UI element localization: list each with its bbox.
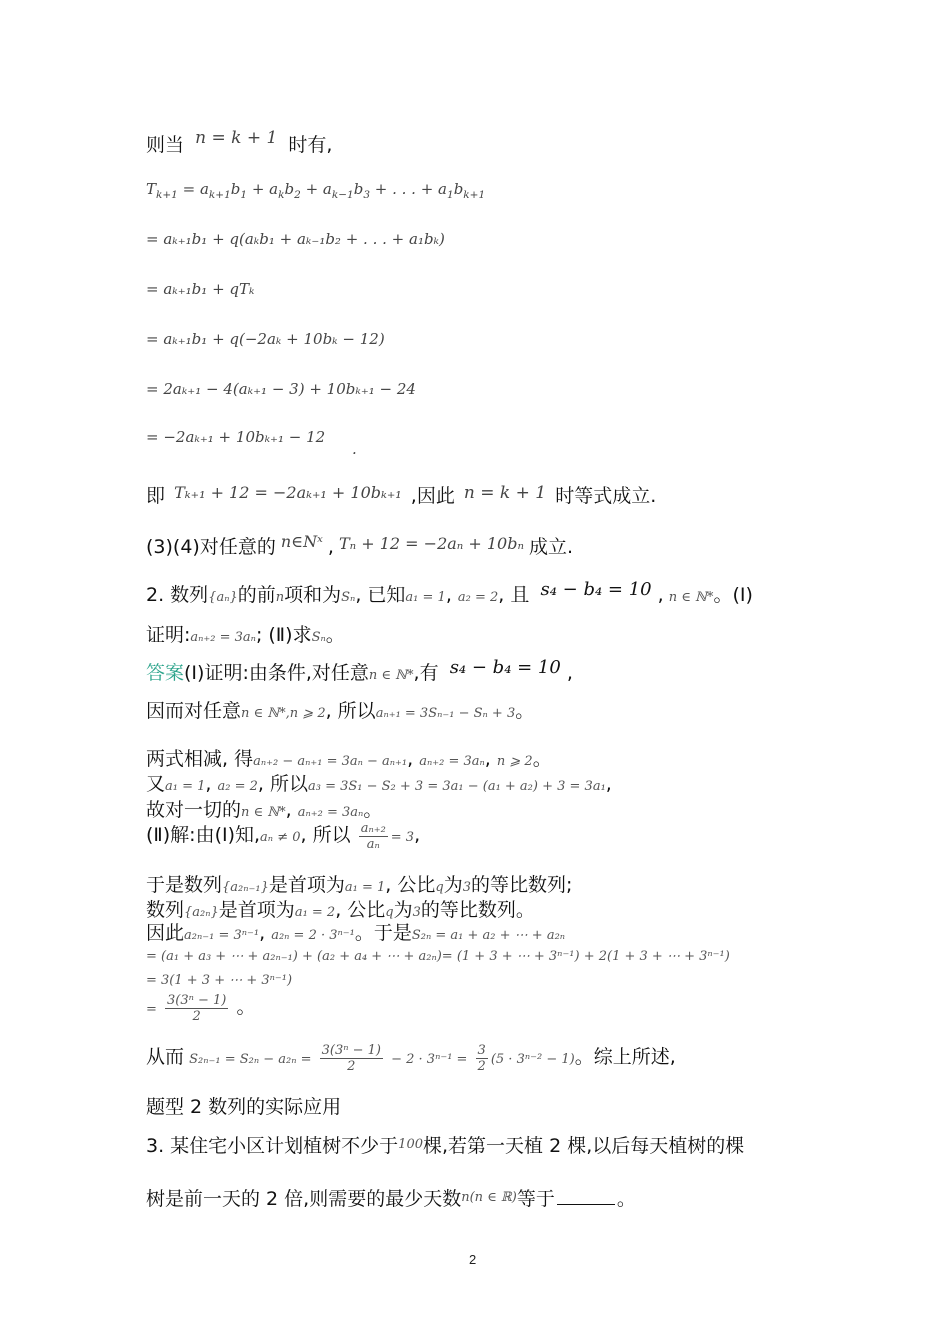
line8-num: aₙ₊₂ [360, 821, 386, 836]
line5-text: 两式相减, 得 [146, 748, 254, 770]
line10-text-c: , 公比 [335, 899, 386, 921]
q2-part1-label: 。(Ⅰ) [713, 584, 753, 606]
line6-eq2: a₂ = 2 [217, 779, 258, 794]
line11-text: 因此 [146, 922, 185, 944]
q3-line-2 [146, 1186, 636, 1209]
q2-line-7: 故对一切的n ∈ ℕ*, aₙ₊₂ = 3aₙ。 [146, 799, 383, 821]
line5-end: 。 [532, 748, 552, 770]
line11-eq1: a₂ₙ₋₁ = 3ⁿ⁻¹ [184, 928, 260, 943]
line15-text: 从而 [146, 1046, 185, 1068]
line15-den: 2 [347, 1059, 356, 1074]
q2-line-4 [146, 702, 534, 721]
q2-text-e: , 且 [498, 584, 530, 606]
answer-text-b: ,有 [413, 662, 439, 684]
page-number: 2 [469, 1252, 477, 1267]
line6-eq3: a₃ = 3S₁ − S₂ + 3 = 3a₁ − (a₁ + a₂) + 3 = 3a₁ [307, 779, 606, 794]
q2-line-13: = 3(1 + 3 + ⋯ + 3ⁿ⁻¹) [146, 973, 293, 988]
proof-step-4: = 2aₖ₊₁ − 4(aₖ₊₁ − 3) + 10bₖ₊₁ − 24 [146, 380, 416, 398]
line8-text-b: , 所以 [300, 824, 351, 846]
line10-text-b: 是首项为 [218, 899, 295, 921]
line4-end: 。 [515, 700, 535, 722]
line14-den: 2 [192, 1009, 201, 1024]
line6-eq1: a₁ = 1 [165, 779, 206, 794]
line15-num2: 3 [477, 1043, 486, 1058]
line6-text: 又 [146, 773, 166, 795]
line9-q: q [435, 880, 444, 895]
line5-eq: aₙ₊₂ − aₙ₊₁ = 3aₙ − aₙ₊₁ [253, 754, 408, 769]
proof-ji-line [146, 483, 657, 507]
q2-line-15 [146, 1044, 676, 1073]
has-text: 时有, [288, 134, 333, 156]
q2-S: Sₙ [341, 590, 356, 605]
line9-text-d: 为 [443, 874, 463, 896]
line10-end: 的等比数列。 [420, 899, 535, 921]
line10-eq: a₁ = 2 [294, 905, 336, 920]
answer-blank[interactable] [557, 1186, 615, 1205]
answer-text: (Ⅰ)证明:由条件,对任意 [184, 662, 369, 684]
q2-text-a: 2. 数列 [146, 584, 209, 606]
line8-fraction [359, 822, 388, 851]
n-equals-k-plus-1: n = k + 1 [195, 128, 278, 148]
proof-step-2: = aₖ₊₁b₁ + qTₖ [146, 280, 255, 298]
q2-end: 。 [325, 624, 345, 646]
q2-line-6: 又a₁ = 1, a₂ = 2, 所以a₃ = 3S₁ − S₂ + 3 = 3a₁ − (a₁ + a₂) + 3 = 3a₁, [146, 773, 612, 795]
q2-a2: a₂ = 2 [457, 590, 499, 605]
q2-line-11: 因此a₂ₙ₋₁ = 3ⁿ⁻¹, a₂ₙ = 2 · 3ⁿ⁻¹。于是S₂ₙ = a₁ + a₂ + ⋯ + a₂ₙ [146, 922, 566, 944]
q2-seq: {aₙ} [208, 590, 238, 605]
q3-line-1 [146, 1137, 744, 1156]
when-text: 则当 [146, 134, 185, 156]
q2-condition: s₄ − b₄ = 10 [540, 579, 652, 600]
answer-nset: n ∈ ℕ* [368, 668, 414, 683]
answer-label: 答案 [146, 662, 185, 684]
line9-eq: a₁ = 1 [344, 880, 386, 895]
line4-text-a: 因而对任意 [146, 700, 242, 722]
line15-lhs: S₂ₙ₋₁ = S₂ₙ − a₂ₙ = [189, 1052, 312, 1067]
line15-fraction [320, 1044, 383, 1073]
line9-text-c: , 公比 [385, 874, 436, 896]
line15-end: 。综上所述, [574, 1046, 676, 1068]
q2-line-9 [146, 876, 572, 895]
q3-end: 。 [616, 1188, 636, 1210]
q2-line-12: = (a₁ + a₃ + ⋯ + a₂ₙ₋₁) + (a₂ + a₄ + ⋯ + a₂ₙ)= (1 + 3 + ⋯ + 3ⁿ⁻¹) + 2(1 + 3 + ⋯ + 3ⁿ⁻¹) [146, 949, 730, 964]
q3-text-d: 等于 [516, 1188, 555, 1210]
q3-n: n(n ∈ ℝ) [461, 1190, 517, 1205]
ji-text: 即 [146, 485, 166, 507]
proof-period: . [352, 440, 357, 458]
line10-text: 数列 [146, 899, 185, 921]
conclusion-prefix: (3)(4)对任意的 [146, 536, 276, 558]
line8-den: aₙ [366, 837, 380, 852]
q2-line-1: 2. 数列{aₙ}的前n项和为Sₙ, 已知a₁ = 1, a₂ = 2, 且 s₄ − b₄ = 10 , n ∈ ℕ*。(Ⅰ) [146, 579, 753, 606]
line6-text-b: , 所以 [257, 773, 308, 795]
line14-fraction [165, 994, 228, 1023]
proof-step-3: = aₖ₊₁b₁ + q(−2aₖ + 10bₖ − 12) [146, 330, 385, 348]
conclusion-set: n∈Nˣ [280, 532, 323, 551]
line5-eq2: aₙ₊₂ = 3aₙ [419, 754, 485, 769]
q2-line-5: 两式相减, 得aₙ₊₂ − aₙ₊₁ = 3aₙ − aₙ₊₁, aₙ₊₂ = 3aₙ, n ⩾ 2。 [146, 748, 552, 770]
q2-nset: n ∈ ℕ* [668, 590, 714, 605]
conclusion-suffix: 成立. [529, 536, 574, 558]
line4-eq: aₙ₊₁ = 3Sₙ₋₁ − Sₙ + 3 [375, 706, 516, 721]
line15-fraction-2 [476, 1044, 488, 1073]
proof-conclusion: (3)(4)对任意的 n∈Nˣ , Tₙ + 12 = −2aₙ + 10bₙ 成立. [146, 532, 574, 558]
line9-end: 的等比数列; [471, 874, 573, 896]
q2-answer-line [146, 657, 573, 684]
line15-num: 3(3ⁿ − 1) [321, 1043, 382, 1058]
line8-end: , [414, 824, 421, 846]
line9-text-b: 是首项为 [268, 874, 345, 896]
q2-a1: a₁ = 1 [405, 590, 446, 605]
proof-when-line [146, 128, 333, 156]
line5-eq3: n ⩾ 2 [496, 754, 533, 769]
q2-line-8 [146, 822, 420, 851]
q3-text-a: 3. 某住宅小区计划植树不少于 [146, 1135, 399, 1157]
q2-prove-text: 证明: [146, 624, 191, 646]
q2-line-14 [146, 994, 256, 1023]
line6-end: , [605, 773, 612, 795]
answer-condition: s₄ − b₄ = 10 [449, 657, 561, 678]
section-title: 题型 2 数列的实际应用 [146, 1096, 342, 1118]
q3-text-b: 棵,若第一天植 2 棵,以后每天植树的棵 [423, 1135, 745, 1157]
line14-num: 3(3ⁿ − 1) [167, 993, 227, 1008]
holds-text: 时等式成立. [555, 485, 657, 507]
n-equals-k-plus-1-b: n = k + 1 [463, 483, 547, 503]
q2-text-d: , 已知 [355, 584, 406, 606]
therefore-text: ,因此 [410, 485, 455, 507]
line14-eq: = [146, 1002, 157, 1017]
q2-line-2 [146, 626, 345, 645]
line4-nset: n ∈ ℕ*,n ⩾ 2 [241, 706, 326, 721]
ji-equation: Tₖ₊₁ + 12 = −2aₖ₊₁ + 10bₖ₊₁ [174, 483, 402, 502]
conclusion-equation: Tₙ + 12 = −2aₙ + 10bₙ [338, 534, 524, 553]
line14-end: 。 [236, 996, 256, 1018]
proof-step-1: = aₖ₊₁b₁ + q(aₖb₁ + aₖ₋₁b₂ + . . . + a₁bₖ) [146, 230, 445, 248]
line11-text-b: 。于是 [354, 922, 412, 944]
line10-q: q [385, 905, 394, 920]
line7-text: 故对一切的 [146, 799, 242, 821]
line15-mid: − 2 · 3ⁿ⁻¹ = [391, 1052, 468, 1067]
q3-text-c: 树是前一天的 2 倍,则需要的最少天数 [146, 1188, 462, 1210]
line11-eq3: S₂ₙ = a₁ + a₂ + ⋯ + a₂ₙ [411, 928, 566, 943]
line7-nset: n ∈ ℕ* [241, 805, 286, 820]
q2-line-10 [146, 901, 535, 920]
line15-tail: (5 · 3ⁿ⁻² − 1) [490, 1052, 575, 1067]
answer-comma: , [566, 662, 573, 684]
q2-Sn: Sₙ [311, 630, 326, 645]
line8-eq: aₙ ≠ 0 [260, 830, 301, 845]
q2-text-b: 的前 [237, 584, 276, 606]
line7-eq: aₙ₊₂ = 3aₙ [297, 805, 364, 820]
line15-den2: 2 [477, 1059, 486, 1074]
line10-3: 3 [412, 905, 421, 920]
line11-eq2: a₂ₙ = 2 · 3ⁿ⁻¹ [271, 928, 355, 943]
line7-end: 。 [363, 799, 383, 821]
proof-step-5: = −2aₖ₊₁ + 10bₖ₊₁ − 12 [146, 428, 326, 446]
line8-rhs: = 3 [390, 830, 415, 845]
line4-text-b: , 所以 [325, 700, 376, 722]
line9-text: 于是数列 [146, 874, 223, 896]
line10-seq: {a₂ₙ} [184, 905, 219, 920]
line9-3: 3 [462, 880, 471, 895]
q2-n: n [275, 590, 285, 605]
line10-text-d: 为 [393, 899, 413, 921]
line8-text: (Ⅱ)解:由(Ⅰ)知, [146, 824, 261, 846]
q2-part2-text: ; (Ⅱ)求 [255, 624, 312, 646]
line9-seq: {a₂ₙ₋₁} [222, 880, 269, 895]
proof-equation-t: $T_{k+1} = a_{k+1}b_1 + a_kb_2 + a_{k-1}b_3$ + . . . + $a_1b_{k+1}$ [146, 180, 486, 201]
q2-text-c: 项和为 [284, 584, 342, 606]
q3-num: 100 [398, 1137, 423, 1152]
q2-prove-eq: aₙ₊₂ = 3aₙ [190, 630, 256, 645]
